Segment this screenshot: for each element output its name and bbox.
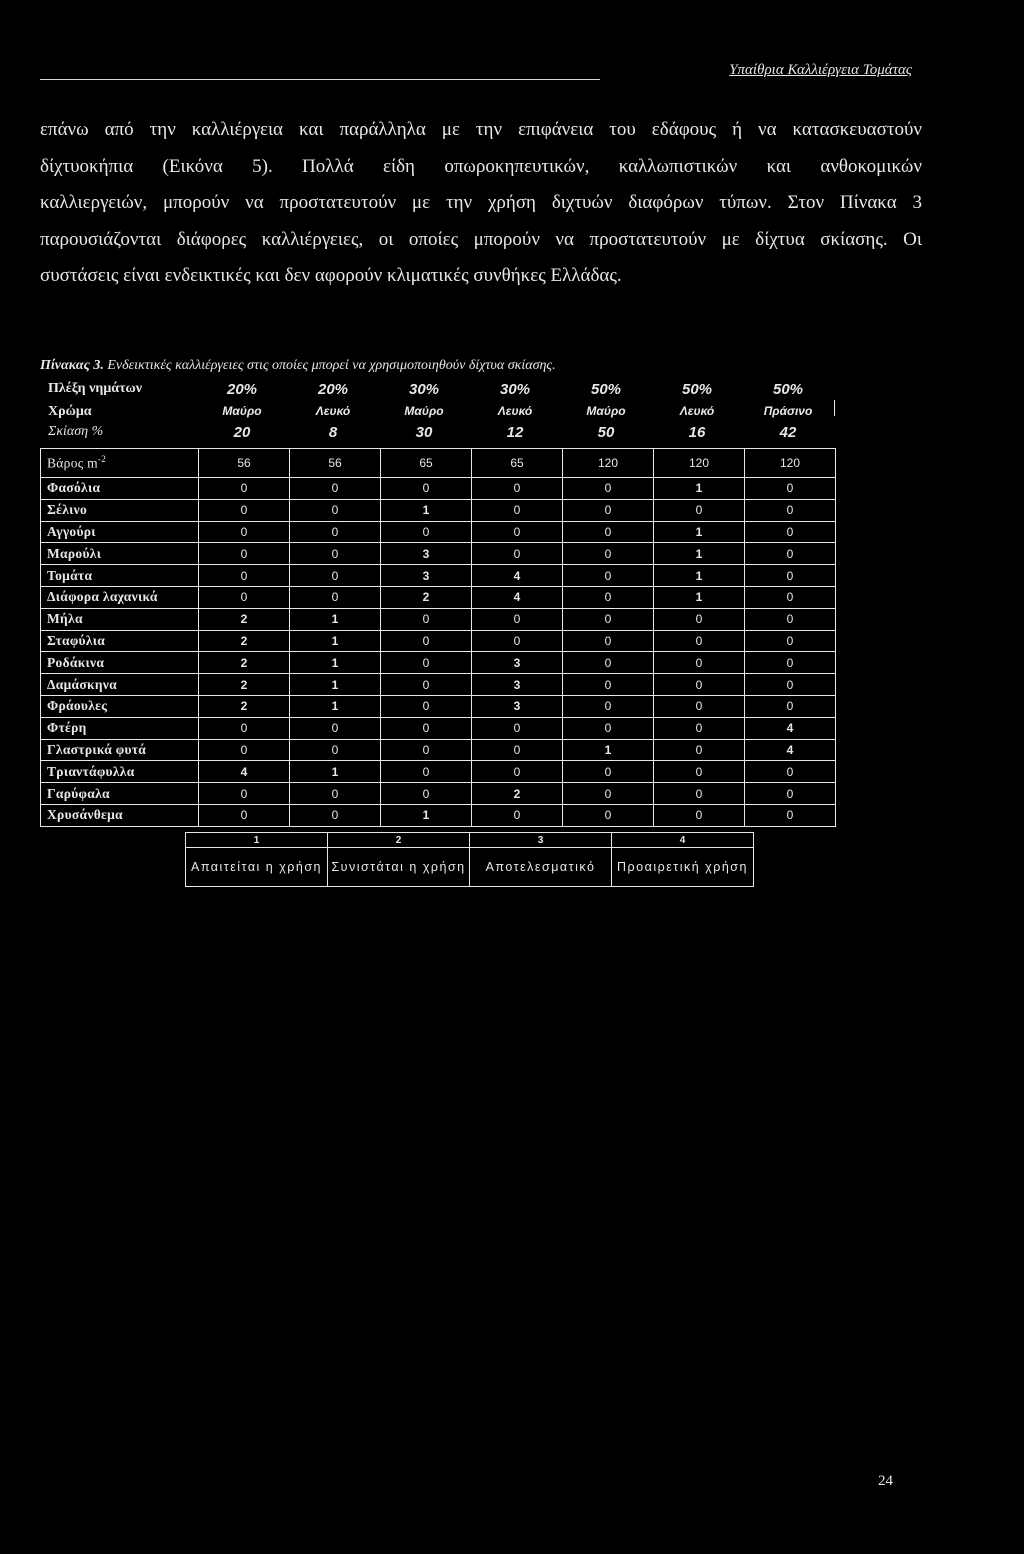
header-color-value: Μαύρο xyxy=(222,404,262,418)
crop-name: Τομάτα xyxy=(41,565,199,587)
crop-value-cell: 2 xyxy=(199,608,290,630)
header-mesh-value: 30% xyxy=(408,381,440,398)
crop-value-cell: 0 xyxy=(199,739,290,761)
crop-value-cell: 0 xyxy=(745,674,836,696)
table-row xyxy=(41,804,836,826)
paragraph-line: παρουσιάζονται διάφορες καλλιέργειες, οι οποίες μπορούν να προστατευτούν με δίχτυα σκίασης. Οι xyxy=(40,228,922,250)
weight-label-text: Βάρος m xyxy=(47,455,98,471)
crop-value-cell: 2 xyxy=(199,652,290,674)
header-rule xyxy=(40,79,600,80)
crop-value-cell: 0 xyxy=(381,478,472,500)
table-row xyxy=(41,717,836,739)
header-shade-value: 12 xyxy=(506,424,524,441)
header-mesh-value: 30% xyxy=(499,381,531,398)
crop-value-cell: 0 xyxy=(745,652,836,674)
crop-value-cell: 1 xyxy=(290,608,381,630)
crop-value-cell: 0 xyxy=(199,499,290,521)
header-color-value: Πράσινο xyxy=(763,404,813,418)
crop-value-cell: 0 xyxy=(472,717,563,739)
crop-value-cell: 1 xyxy=(654,565,745,587)
crop-value-cell: 0 xyxy=(472,739,563,761)
header-label-color: Χρώμα xyxy=(48,404,92,419)
crop-value-cell: 0 xyxy=(563,652,654,674)
crop-value-cell: 0 xyxy=(654,608,745,630)
legend-text: Αποτελεσματικό xyxy=(470,848,612,887)
crop-value-cell: 0 xyxy=(381,630,472,652)
crop-value-cell: 3 xyxy=(472,695,563,717)
crop-value-cell: 0 xyxy=(290,783,381,805)
crop-value-cell: 0 xyxy=(381,695,472,717)
legend-text: Απαιτείται η χρήση xyxy=(186,848,328,887)
crop-value-cell: 2 xyxy=(472,783,563,805)
crop-value-cell: 0 xyxy=(654,652,745,674)
table-row xyxy=(41,608,836,630)
crop-name: Μήλα xyxy=(41,608,199,630)
crop-value-cell: 0 xyxy=(563,586,654,608)
crop-value-cell: 0 xyxy=(381,761,472,783)
crop-value-cell: 0 xyxy=(381,717,472,739)
crop-value-cell: 0 xyxy=(381,652,472,674)
crop-value-cell: 0 xyxy=(472,630,563,652)
crop-name: Αγγούρι xyxy=(41,521,199,543)
crop-value-cell: 0 xyxy=(563,499,654,521)
crop-value-cell: 2 xyxy=(199,674,290,696)
crop-value-cell: 0 xyxy=(472,499,563,521)
weight-cell: 120 xyxy=(654,449,745,478)
crop-value-cell: 1 xyxy=(290,674,381,696)
legend-number: 4 xyxy=(612,833,754,848)
crop-value-cell: 4 xyxy=(745,739,836,761)
crop-value-cell: 0 xyxy=(745,521,836,543)
table-row xyxy=(41,783,836,805)
legend-text-row xyxy=(186,848,754,887)
crop-value-cell: 0 xyxy=(290,565,381,587)
crop-value-cell: 0 xyxy=(745,543,836,565)
crop-value-cell: 0 xyxy=(199,478,290,500)
crop-value-cell: 0 xyxy=(654,783,745,805)
legend-number: 1 xyxy=(186,833,328,848)
header-mesh-value: 50% xyxy=(681,381,713,398)
header-shade-value: 30 xyxy=(415,424,433,441)
paragraph-line: συστάσεις είναι ενδεικτικές και δεν αφορούν κλιματικές συνθήκες Ελλάδας. xyxy=(40,265,622,286)
crop-value-cell: 0 xyxy=(654,761,745,783)
crop-value-cell: 0 xyxy=(563,695,654,717)
header-mesh-value: 50% xyxy=(590,381,622,398)
crop-name: Διάφορα λαχανικά xyxy=(41,586,199,608)
table-row xyxy=(41,478,836,500)
crop-value-cell: 0 xyxy=(745,695,836,717)
crop-value-cell: 0 xyxy=(199,717,290,739)
crop-value-cell: 0 xyxy=(199,783,290,805)
crop-value-cell: 1 xyxy=(290,652,381,674)
crop-value-cell: 1 xyxy=(563,739,654,761)
crop-value-cell: 1 xyxy=(290,695,381,717)
header-shade-value: 42 xyxy=(779,424,797,441)
table-row xyxy=(41,674,836,696)
crop-value-cell: 0 xyxy=(290,739,381,761)
crop-value-cell: 0 xyxy=(745,586,836,608)
crop-value-cell: 0 xyxy=(290,521,381,543)
header-shade-value: 50 xyxy=(597,424,615,441)
crop-value-cell: 3 xyxy=(472,674,563,696)
paragraph-line: δίχτυοκήπια (Εικόνα 5). Πολλά είδη οπωροκηπευτικών, καλλωπιστικών και ανθοκομικών xyxy=(40,155,922,177)
crop-value-cell: 0 xyxy=(563,521,654,543)
caption-text: Ενδεικτικές καλλιέργειες στις οποίες μπορεί να χρησιμοποιηθούν δίχτυα σκίασης. xyxy=(103,358,556,373)
crop-value-cell: 0 xyxy=(745,565,836,587)
paragraph-line: επάνω από την καλλιέργεια και παράλληλα με την επιφάνεια του εδάφους ή να κατασκευαστούν xyxy=(40,119,922,140)
header-label-shade: Σκίαση % xyxy=(48,424,104,439)
header-shade-value: 20 xyxy=(233,424,251,441)
crop-value-cell: 1 xyxy=(654,521,745,543)
table-row xyxy=(41,565,836,587)
header-color-value: Λευκό xyxy=(497,404,533,418)
crop-value-cell: 0 xyxy=(290,717,381,739)
crop-name: Τριαντάφυλλα xyxy=(41,761,199,783)
weight-cell: 65 xyxy=(381,449,472,478)
table-caption xyxy=(40,358,556,374)
crop-name: Σέλινο xyxy=(41,499,199,521)
table-row-weight xyxy=(41,449,836,478)
crop-value-cell: 0 xyxy=(654,717,745,739)
crop-name: Φτέρη xyxy=(41,717,199,739)
crop-value-cell: 2 xyxy=(199,630,290,652)
crop-value-cell: 0 xyxy=(381,521,472,543)
header-shade-value: 16 xyxy=(688,424,706,441)
weight-cell: 56 xyxy=(290,449,381,478)
legend-number: 2 xyxy=(328,833,470,848)
crop-value-cell: 0 xyxy=(199,804,290,826)
weight-cell: 120 xyxy=(745,449,836,478)
crop-value-cell: 0 xyxy=(199,521,290,543)
weight-label-sup: -2 xyxy=(97,454,106,465)
crop-table xyxy=(40,448,836,827)
crop-value-cell: 0 xyxy=(381,783,472,805)
table-row xyxy=(41,652,836,674)
crop-name: Γαρύφαλα xyxy=(41,783,199,805)
crop-value-cell: 0 xyxy=(472,761,563,783)
crop-value-cell: 1 xyxy=(290,630,381,652)
crop-value-cell: 1 xyxy=(381,804,472,826)
crop-name: Δαμάσκηνα xyxy=(41,674,199,696)
crop-name: Μαρούλι xyxy=(41,543,199,565)
crop-value-cell: 0 xyxy=(654,630,745,652)
crop-value-cell: 1 xyxy=(654,478,745,500)
caption-label: Πίνακας 3. xyxy=(40,358,104,373)
legend-number: 3 xyxy=(470,833,612,848)
table-row xyxy=(41,499,836,521)
crop-value-cell: 0 xyxy=(199,586,290,608)
crop-value-cell: 0 xyxy=(472,543,563,565)
crop-value-cell: 0 xyxy=(381,674,472,696)
crop-value-cell: 0 xyxy=(563,608,654,630)
crop-name: Γλαστρικά φυτά xyxy=(41,739,199,761)
crop-value-cell: 0 xyxy=(563,674,654,696)
crop-name: Φασόλια xyxy=(41,478,199,500)
legend-text: Προαιρετική χρήση xyxy=(612,848,754,887)
crop-value-cell: 0 xyxy=(654,695,745,717)
header-color-value: Μαύρο xyxy=(404,404,444,418)
running-header-title: Υπαίθρια Καλλιέργεια Τομάτας xyxy=(729,62,912,78)
crop-value-cell: 0 xyxy=(199,565,290,587)
crop-value-cell: 0 xyxy=(654,674,745,696)
header-edge-mark xyxy=(834,400,835,416)
crop-value-cell: 0 xyxy=(563,630,654,652)
crop-value-cell: 0 xyxy=(563,543,654,565)
table-row xyxy=(41,521,836,543)
crop-value-cell: 0 xyxy=(563,783,654,805)
weight-cell: 120 xyxy=(563,449,654,478)
crop-value-cell: 0 xyxy=(745,630,836,652)
legend-table xyxy=(185,832,754,887)
table-row xyxy=(41,761,836,783)
crop-value-cell: 0 xyxy=(290,499,381,521)
crop-name: Ροδάκινα xyxy=(41,652,199,674)
table-row xyxy=(41,630,836,652)
crop-value-cell: 4 xyxy=(472,586,563,608)
legend-number-row xyxy=(186,833,754,848)
crop-value-cell: 3 xyxy=(472,652,563,674)
crop-value-cell: 1 xyxy=(381,499,472,521)
crop-value-cell: 0 xyxy=(290,478,381,500)
crop-value-cell: 1 xyxy=(654,586,745,608)
crop-value-cell: 0 xyxy=(563,761,654,783)
crop-value-cell: 0 xyxy=(745,804,836,826)
crop-value-cell: 2 xyxy=(381,586,472,608)
crop-value-cell: 0 xyxy=(472,608,563,630)
header-color-value: Μαύρο xyxy=(586,404,626,418)
weight-label xyxy=(41,449,199,478)
header-mesh-value: 20% xyxy=(226,381,258,398)
crop-value-cell: 0 xyxy=(381,739,472,761)
crop-value-cell: 4 xyxy=(199,761,290,783)
header-mesh-value: 50% xyxy=(772,381,804,398)
header-shade-value: 8 xyxy=(328,424,338,441)
crop-value-cell: 4 xyxy=(745,717,836,739)
crop-value-cell: 0 xyxy=(290,804,381,826)
table-row xyxy=(41,543,836,565)
crop-name: Χρυσάνθεμα xyxy=(41,804,199,826)
table-row xyxy=(41,586,836,608)
crop-value-cell: 0 xyxy=(654,739,745,761)
crop-value-cell: 0 xyxy=(290,586,381,608)
page-number: 24 xyxy=(878,1473,893,1489)
crop-value-cell: 0 xyxy=(563,804,654,826)
crop-value-cell: 0 xyxy=(745,783,836,805)
crop-value-cell: 0 xyxy=(745,499,836,521)
body-paragraph xyxy=(40,112,922,295)
crop-name: Σταφύλια xyxy=(41,630,199,652)
header-color-value: Λευκό xyxy=(315,404,351,418)
table-row xyxy=(41,695,836,717)
weight-cell: 56 xyxy=(199,449,290,478)
table-row xyxy=(41,739,836,761)
crop-value-cell: 0 xyxy=(472,521,563,543)
crop-value-cell: 3 xyxy=(381,543,472,565)
crop-value-cell: 0 xyxy=(563,478,654,500)
crop-value-cell: 1 xyxy=(654,543,745,565)
legend-text: Συνιστάται η χρήση xyxy=(328,848,470,887)
paragraph-line: καλλιεργειών, μπορούν να προστατευτούν με την χρήση διχτυών διαφόρων τύπων. Στον Πίνακα 3 xyxy=(40,192,922,213)
crop-value-cell: 1 xyxy=(290,761,381,783)
crop-value-cell: 0 xyxy=(290,543,381,565)
crop-value-cell: 0 xyxy=(472,478,563,500)
crop-value-cell: 0 xyxy=(381,608,472,630)
crop-value-cell: 2 xyxy=(199,695,290,717)
crop-name: Φράουλες xyxy=(41,695,199,717)
crop-value-cell: 0 xyxy=(563,565,654,587)
crop-value-cell: 0 xyxy=(745,478,836,500)
crop-value-cell: 0 xyxy=(199,543,290,565)
header-label-mesh: Πλέξη νημάτων xyxy=(48,381,143,396)
crop-value-cell: 0 xyxy=(745,761,836,783)
crop-value-cell: 3 xyxy=(381,565,472,587)
crop-value-cell: 0 xyxy=(472,804,563,826)
crop-value-cell: 0 xyxy=(563,717,654,739)
weight-cell: 65 xyxy=(472,449,563,478)
crop-value-cell: 0 xyxy=(745,608,836,630)
header-color-value: Λευκό xyxy=(679,404,715,418)
crop-value-cell: 0 xyxy=(654,804,745,826)
header-mesh-value: 20% xyxy=(317,381,349,398)
crop-value-cell: 4 xyxy=(472,565,563,587)
crop-value-cell: 0 xyxy=(654,499,745,521)
